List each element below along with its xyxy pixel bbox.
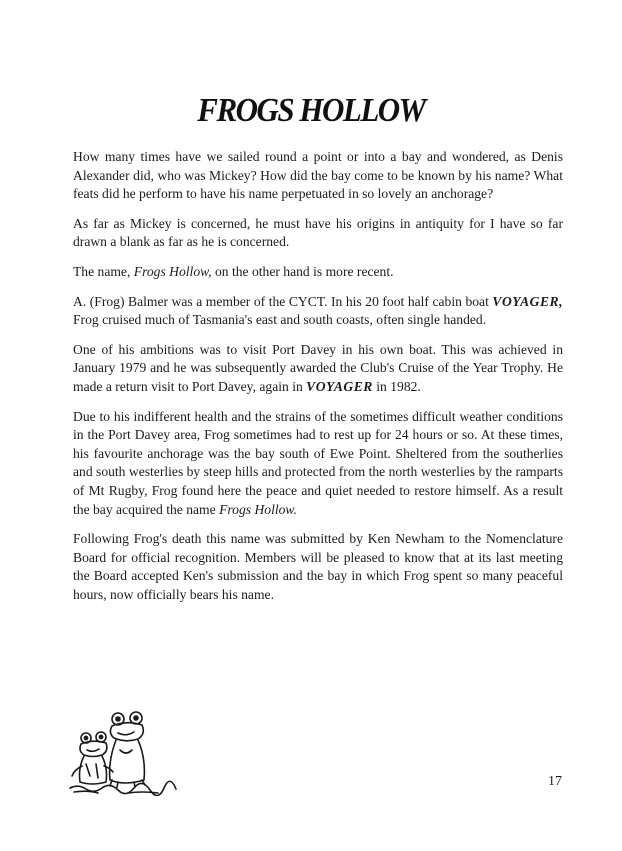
paragraph-4 [73, 293, 563, 330]
paragraph-1: How many times have we sailed round a point or into a bay and wondered, as Denis Alexander did, who was Mickey? How did the bay come to be known by his name? What feats did he perform to have his name perpetuated in so lovely an anchorage? [73, 149, 563, 202]
paragraph-3 [73, 263, 563, 282]
place-name-frogs-hollow: Frogs Hollow, [133, 263, 212, 279]
paragraph-2: As far as Mickey is concerned, he must have his origins in antiquity for I have so far drawn a blank as far as he is concerned. [73, 215, 563, 250]
paragraph-7: Following Frog's death this name was submitted by Ken Newham to the Nomenclature Board for official recognition. Members will be pleased to know that at its last meeting the Board accepted Ken's submission and the bay in which Frog spent so many peaceful hours, now officially bears his name. [73, 531, 563, 602]
paragraph-5 [73, 341, 563, 397]
frogs-cartoon-icon [68, 706, 178, 796]
place-name-frogs-hollow-2: Frogs Hollow. [219, 501, 297, 517]
boat-name-voyager: VOYAGER, [492, 293, 563, 309]
paragraph-3-text-after: on the other hand is more recent. [211, 263, 394, 279]
page-title: FROGS HOLLOW [197, 90, 425, 129]
paragraph-5-text-after: in 1982. [372, 378, 421, 394]
paragraph-6-text-before: Due to his indifferent health and the strains of the sometimes difficult weather conditions in the Port Davey area, Frog sometimes had to rest up for 24 hours or so. At these times, his favourite anchorage was the bay south of Ewe Point. Sheltered from the southerlies and south westerlies by steep hills and protected from the north westerlies by the ramparts of Mt Rugby, Frog found here the peace and quiet needed to restore himself. As a result the bay acquired the name [73, 408, 563, 517]
page-number: 17 [548, 774, 562, 789]
paragraph-6 [73, 408, 563, 520]
paragraph-4-text-after: Frog cruised much of Tasmania's east and south coasts, often single handed. [73, 312, 487, 328]
paragraph-4-text-before: A. (Frog) Balmer was a member of the CYCT. In his 20 foot half cabin boat [73, 293, 493, 309]
paragraph-5-text-before: One of his ambitions was to visit Port Davey in his own boat. This was achieved in January 1979 and he was subsequently awarded the Club's Cruise of the Year Trophy. He made a return visit to Port Davey, again in [73, 341, 563, 394]
boat-name-voyager-2: VOYAGER [306, 378, 373, 394]
article-body [73, 148, 563, 615]
paragraph-3-text-before: The name, [73, 263, 134, 279]
